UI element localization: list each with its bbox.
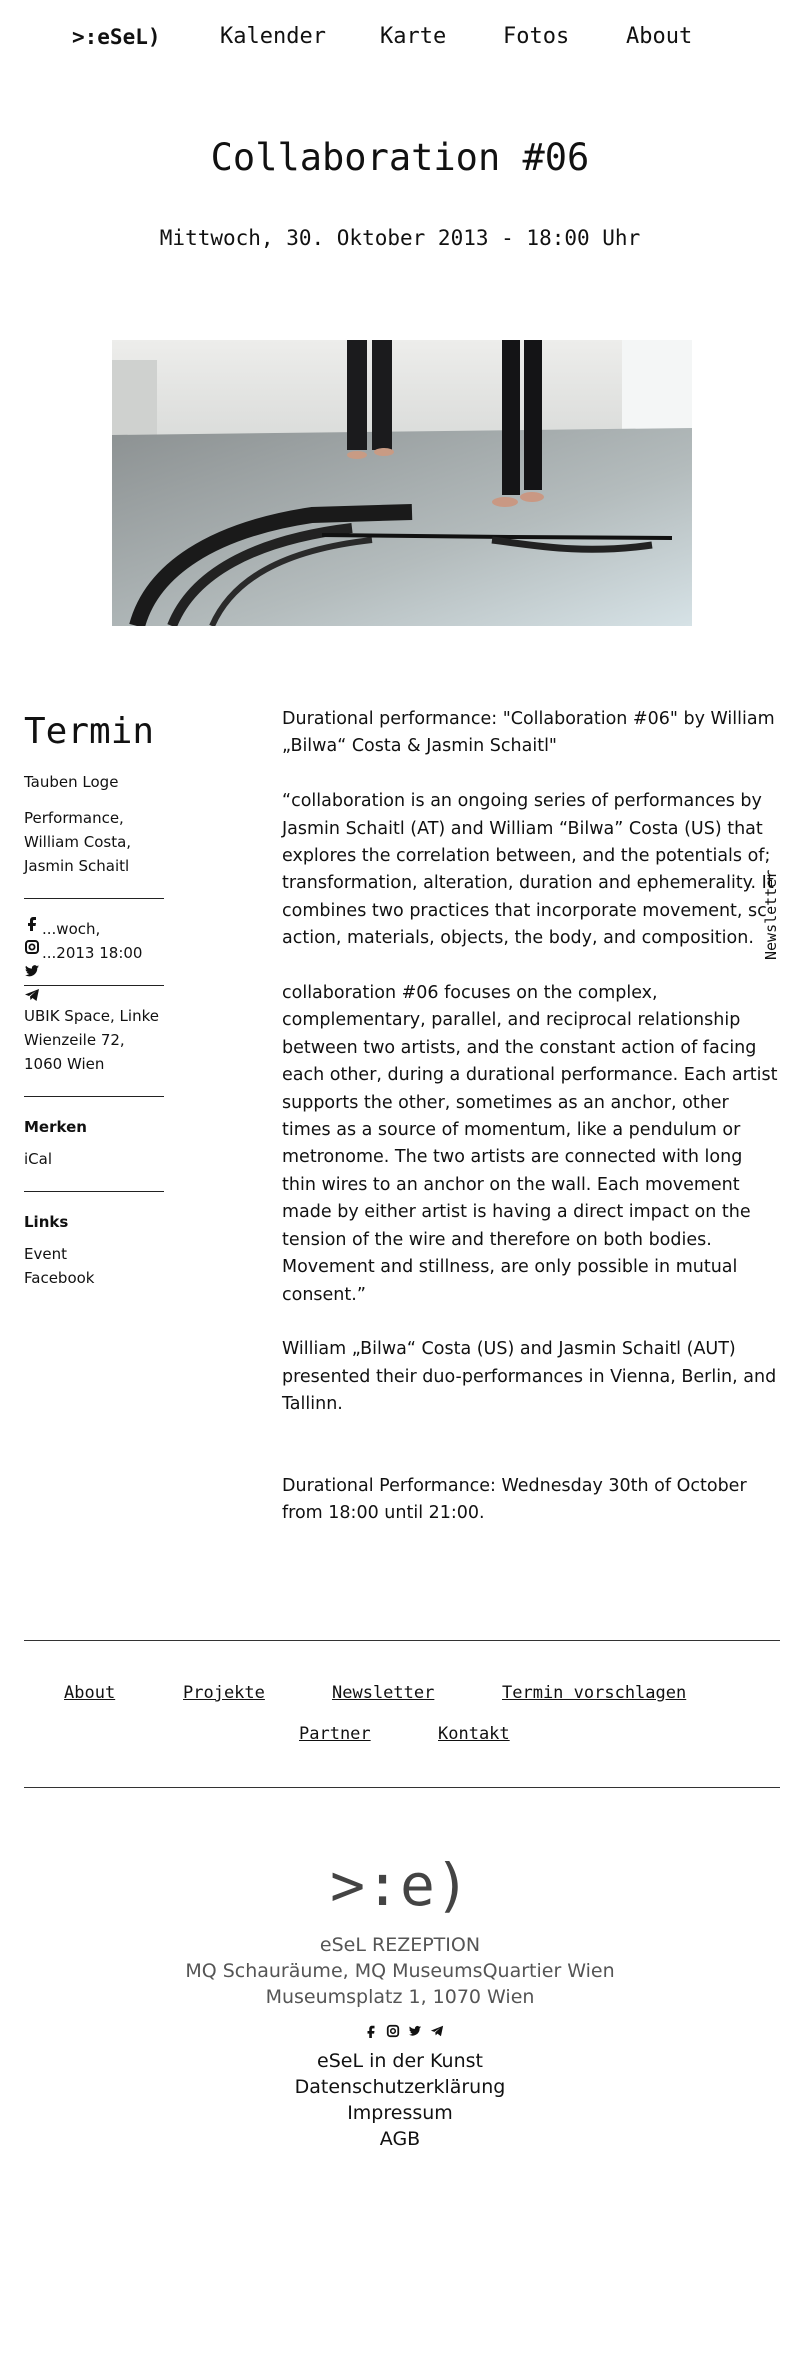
- nav-kalender[interactable]: Kalender: [220, 24, 326, 49]
- sidebar-heading: Termin: [24, 711, 155, 752]
- description-paragraph: “collaboration is an ongoing series of performances by Jasmin Schaitl (AT) and William “Bilwa” Costa (US) that explores the correlation between, and the potentials of; transformation, alteration, duration and ephemerality. It combines two practices that incorporate movement, sc action, materials, objects, the body, and composition.: [282, 791, 774, 949]
- event-description: [282, 706, 778, 1555]
- sidebar-divider: [24, 1096, 164, 1097]
- footer-link-datenschutz[interactable]: Datenschutzerklärung: [294, 2076, 506, 2098]
- footer-logo[interactable]: >:e): [330, 1851, 470, 1919]
- twitter-icon[interactable]: [24, 963, 40, 979]
- page-title: Collaboration #06: [210, 136, 590, 179]
- footer-link-kontakt[interactable]: Kontakt: [438, 1724, 510, 1744]
- footer-social-icons: [356, 2024, 446, 2042]
- links-heading: Links: [24, 1213, 69, 1231]
- sidebar-divider: [24, 985, 164, 986]
- ical-link[interactable]: iCal: [24, 1150, 53, 1168]
- footer-bottom-links: [0, 2048, 800, 2152]
- event-date: Mittwoch, 30. Oktober 2013 - 18:00 Uhr: [159, 226, 641, 250]
- description-paragraph: Durational performance: "Collaboration #06" by William „Bilwa“ Costa & Jasmin Schaitl": [282, 709, 775, 757]
- sidebar-divider: [24, 1191, 164, 1192]
- event-address[interactable]: UBIK Space, Linke Wienzeile 72, 1060 Wien: [24, 1007, 159, 1073]
- newsletter-side-tab[interactable]: Newsletter: [762, 869, 780, 960]
- footer-link-impressum[interactable]: Impressum: [347, 2102, 453, 2124]
- description-paragraph: collaboration #06 focuses on the complex, complementary, parallel, and reciprocal relationship between two artists, and the constant action of facing each other, during a durational performance. Each artist supports the other, sometimes as an anchor, other times as a source of momentum, like a pendulum or metronome. The two artists are connected with long thin wires to an anchor on the wall. Each movement made by either artist is having a direct impact on the tension of the wire and therefore on both bodies. Movement and stillness, are only possible in mutual consent.”: [282, 983, 778, 1305]
- description-paragraph: William „Bilwa“ Costa (US) and Jasmin Schaitl (AUT) presented their duo-performances in Vienna, Berlin, and Tallinn.: [282, 1339, 777, 1415]
- main-nav: [0, 22, 800, 52]
- site-logo[interactable]: >:eSeL): [72, 25, 161, 49]
- footer-link-projekte[interactable]: Projekte: [183, 1683, 265, 1703]
- footer-address-line: Museumsplatz 1, 1070 Wien: [265, 1986, 535, 2008]
- footer-divider: [24, 1640, 780, 1641]
- event-datetime-day: ...woch,: [42, 920, 101, 938]
- description-paragraph: Durational Performance: Wednesday 30th of October from 18:00 until 21:00.: [282, 1475, 747, 1523]
- footer-link-newsletter[interactable]: Newsletter: [332, 1683, 435, 1703]
- telegram-icon[interactable]: [430, 2024, 444, 2038]
- telegram-icon[interactable]: [24, 987, 40, 1003]
- merken-heading: Merken: [24, 1118, 87, 1136]
- twitter-icon[interactable]: [408, 2024, 422, 2038]
- share-icons: [24, 915, 42, 1011]
- event-datetime-time: ...2013 18:00: [42, 944, 143, 962]
- event-datetime: [24, 917, 164, 965]
- footer-address-line: eSeL REZEPTION: [319, 1934, 481, 1956]
- event-photo-image: [112, 340, 692, 626]
- footer-link-about[interactable]: About: [64, 1683, 116, 1703]
- footer-address: [0, 1932, 800, 2010]
- footer-divider: [24, 1787, 780, 1788]
- nav-karte[interactable]: Karte: [380, 24, 447, 49]
- event-category[interactable]: Performance, William Costa, Jasmin Schaitl: [24, 809, 132, 875]
- nav-about[interactable]: About: [626, 24, 693, 49]
- footer-address-line: MQ Schauräume, MQ MuseumsQuartier Wien: [185, 1960, 615, 1982]
- event-facebook-link[interactable]: Event Facebook: [24, 1245, 95, 1287]
- facebook-icon[interactable]: [24, 915, 40, 931]
- nav-fotos[interactable]: Fotos: [503, 24, 570, 49]
- footer-link-esel-in-der-kunst[interactable]: eSeL in der Kunst: [317, 2050, 483, 2072]
- event-sidebar: [24, 708, 164, 1290]
- event-photo: [112, 340, 692, 626]
- sidebar-divider: [24, 898, 164, 899]
- instagram-icon[interactable]: [24, 939, 40, 955]
- instagram-icon[interactable]: [386, 2024, 400, 2038]
- facebook-icon[interactable]: [364, 2024, 378, 2038]
- footer-link-termin-vorschlagen[interactable]: Termin vorschlagen: [502, 1683, 687, 1703]
- footer-link-agb[interactable]: AGB: [379, 2128, 421, 2150]
- footer-link-partner[interactable]: Partner: [299, 1724, 371, 1744]
- venue-name[interactable]: Tauben Loge: [24, 773, 119, 791]
